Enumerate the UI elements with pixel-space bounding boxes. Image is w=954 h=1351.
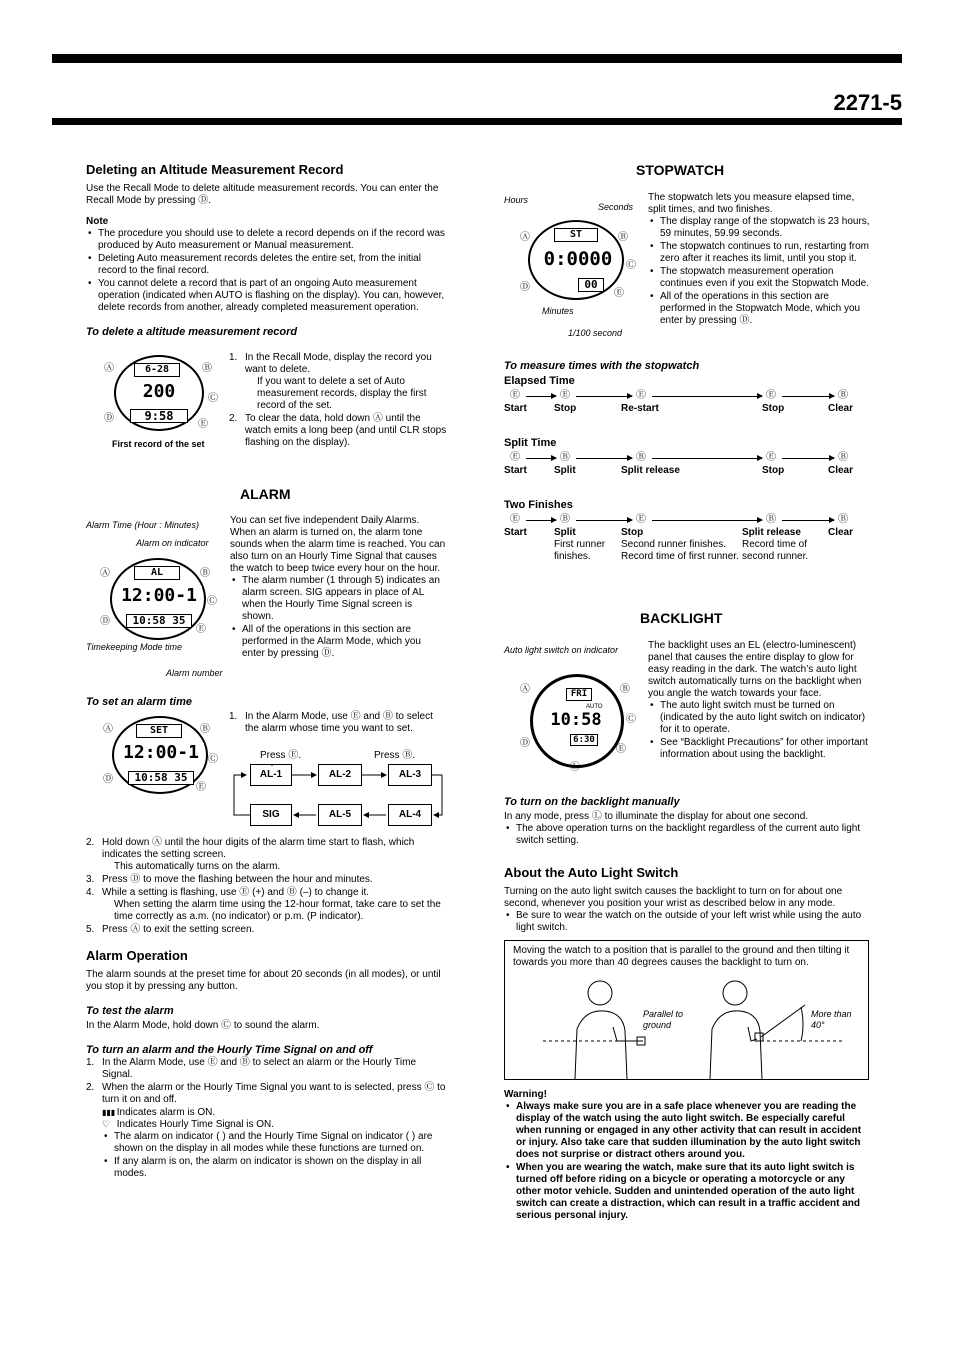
fig-label: Hours <box>504 195 529 205</box>
button-d-icon: Ⓓ <box>103 774 113 785</box>
button-a-icon: Ⓐ <box>103 724 113 735</box>
fig-label: Alarm number <box>166 668 223 678</box>
alarm-intro-text: You can set five independent Daily Alarms. When an alarm is turned on, the alarm tone sounds when the alarm time is reached. You can also turn on an Hourly Time Signal that causes the watch to beep twice every hour on the hour. <box>230 515 446 574</box>
watch-figure-stopwatch <box>504 192 644 342</box>
button-b-icon: Ⓑ <box>838 390 848 401</box>
flow-note: Record time of second runner. <box>742 539 809 562</box>
list-item: • Be sure to wear the watch on the outside of your left wrist while using the auto light switch. <box>504 910 864 934</box>
button-d-icon: Ⓓ <box>100 616 110 627</box>
flow-arrow <box>782 458 834 459</box>
list-item: • When you are wearing the watch, make sure that its auto light switch is turned off before riding on a bicycle or operating a motorcycle or any other motor vehicle. Sudden and unintended operation of the auto light switch can create a distraction, which can result in a traffic accident and serious personal injury. <box>504 1162 864 1222</box>
stopwatch-title: STOPWATCH <box>636 162 725 178</box>
note-list <box>86 228 446 314</box>
set-steps <box>86 837 446 937</box>
list-item: • If any alarm is on, the alarm on indicator is shown on the display in all modes. <box>102 1156 446 1180</box>
button-a-icon: Ⓐ <box>104 363 114 374</box>
flow-step: Start <box>504 465 527 476</box>
button-d-icon: Ⓓ <box>104 413 114 424</box>
button-b-icon: Ⓑ <box>766 514 776 525</box>
button-b-icon: Ⓑ <box>560 452 570 463</box>
step-text: 1. In the Alarm Mode, use Ⓔ and Ⓑ to select the alarm whose time you want to set. <box>229 711 447 735</box>
list-item: • The auto light switch must be turned on (indicated by the auto light switch on indicator) for it to operate. <box>648 700 870 736</box>
button-b-icon: Ⓑ <box>200 724 210 735</box>
list-item: • Always make sure you are in a safe place whenever you are reading the display of the watch using the auto light switch. Be especially careful when running or engaged in any other activity that can result in accident or injury. Also take care that sudden illumination by the auto light switch does not surprise or distract others around you. <box>504 1101 864 1161</box>
button-c-icon: Ⓒ <box>208 393 218 404</box>
measure-title: To measure times with the stopwatch <box>504 360 700 372</box>
flow-arrow <box>782 396 834 397</box>
button-a-icon: Ⓐ <box>520 684 530 695</box>
press-b-label: Press Ⓑ. <box>374 750 416 761</box>
cycle-box: AL-4 <box>388 804 432 826</box>
flow-step: Stop <box>621 527 644 538</box>
cycle-box: AL-2 <box>318 764 362 786</box>
button-e-icon: Ⓔ <box>616 744 626 755</box>
button-b-icon: Ⓑ <box>838 514 848 525</box>
list-item: • The alarm on indicator ( ) and the Hourly Time Signal on indicator ( ) are shown on the display in all modes while these functions are turned on. <box>102 1131 446 1155</box>
watch-top-display: ST <box>554 228 598 242</box>
warning-section <box>504 1089 864 1223</box>
auto-text: Turning on the auto light switch causes the backlight to turn on for about one second, whenever you position your wrist as described below in any mode. <box>504 885 843 909</box>
backlight-title: BACKLIGHT <box>640 610 723 626</box>
list-item: • You cannot delete a record that is part of an ongoing Auto measurement operation (indicated when AUTO is flashing on the display). You can, however, delete records from another, already completed measurement operation. <box>86 278 446 314</box>
flow-arrow <box>526 396 556 397</box>
button-e-icon: Ⓔ <box>560 390 570 401</box>
flow-note: Second runner finishes. Record time of first runner. <box>621 539 739 562</box>
note-label: Note <box>86 215 109 227</box>
flow-step: Clear <box>828 403 854 414</box>
delete-intro: Use the Recall Mode to delete altitude measurement records. You can enter the Recall Mode by pressing Ⓓ. <box>86 182 439 206</box>
delete-howto-title: To delete a altitude measurement record <box>86 325 298 338</box>
watch-bottom-display: 6:30 <box>570 734 598 746</box>
manual-title: To turn on the backlight manually <box>504 796 680 808</box>
list-item: • The display range of the stopwatch is 23 hours, 59 minutes, 59.99 seconds. <box>648 216 870 240</box>
button-e-icon: Ⓔ <box>510 514 520 525</box>
elapsed-flow <box>504 375 864 425</box>
watch-bottom-display: 9:58 <box>130 409 188 423</box>
flow-step: Split <box>554 527 576 538</box>
page-number: 2271-5 <box>833 90 902 115</box>
list-item: • The alarm number (1 through 5) indicates an alarm screen. SIG appears in place of AL when the Hourly Time Signal screen is shown. <box>230 575 446 623</box>
button-e-icon: Ⓔ <box>510 390 520 401</box>
fig-label: Auto light switch on indicator <box>504 645 619 655</box>
button-b-icon: Ⓑ <box>618 232 628 243</box>
button-a-icon: Ⓐ <box>100 568 110 579</box>
indicator-legend <box>86 1107 446 1131</box>
list-item: • The stopwatch measurement operation continues even if you exit the Stopwatch Mode. <box>648 266 870 290</box>
step-text: In the Recall Mode, display the record you want to delete. <box>245 352 432 375</box>
stopwatch-intro <box>648 192 870 328</box>
flow-step: Stop <box>762 403 785 414</box>
watch-figure-alarm <box>86 520 226 682</box>
watch-bottom-display: 10:58 35 <box>126 614 192 628</box>
auto-title: About the Auto Light Switch <box>504 865 679 881</box>
box-text: Moving the watch to a position that is parallel to the ground and then tilting it towards you more than 40 degrees causes the backlight to turn on. <box>513 945 850 968</box>
watch-bottom-display: 10:58 35 <box>128 771 194 785</box>
button-d-icon: Ⓓ <box>520 282 530 293</box>
list-item: If you want to delete a set of Auto measurement records, display the first record of the set. <box>257 376 427 411</box>
flow-step: Start <box>504 403 527 414</box>
watch-figure-recall <box>100 355 222 435</box>
flow-arrow <box>526 458 556 459</box>
watch-main-display: 10:58 <box>544 710 608 732</box>
button-b-icon: Ⓑ <box>838 452 848 463</box>
fig-label: Alarm Time (Hour : Minutes) <box>86 520 199 530</box>
step-text: 3. Press Ⓓ to move the flashing between the hour and minutes. <box>86 874 446 886</box>
button-c-icon: Ⓒ <box>208 754 218 765</box>
fig-label: 1/100 second <box>568 328 623 338</box>
watch-main-display: 0:0000 <box>540 248 616 272</box>
list-item: • The above operation turns on the backlight regardless of the current auto light switch setting. <box>504 823 864 847</box>
flow-arrow <box>652 396 762 397</box>
cycle-box: AL-1 <box>250 764 292 786</box>
manual-text: In any mode, press Ⓛ to illuminate the display for about one second. <box>504 811 809 823</box>
button-a-icon: Ⓐ <box>520 232 530 243</box>
step-text: While a setting is flashing, use Ⓔ (+) and Ⓑ (–) to change it. <box>102 887 370 898</box>
auto-indicator: AUTO <box>586 704 603 710</box>
watch-main-display: 12:00-1 <box>118 743 204 765</box>
flow-arrow <box>652 520 762 521</box>
auto-light-illustration <box>504 940 869 1080</box>
watch-bottom-display: 00 <box>578 278 604 292</box>
step-text: 2. To clear the data, hold down Ⓐ until the watch emits a long beep (and until CLR stops flashing on the display). <box>229 413 447 449</box>
flow-title: Split Time <box>504 437 557 449</box>
button-b-icon: Ⓑ <box>202 363 212 374</box>
alarm-on-icon: ▮▮▮ <box>102 1107 116 1117</box>
watch-top-display: FRI <box>566 688 592 701</box>
step-text: 1. In the Alarm Mode, use Ⓔ and Ⓑ to select an alarm or the Hourly Time Signal. <box>86 1057 446 1081</box>
watch-top-display: SET <box>136 724 182 738</box>
watch-top-display: 6-28 <box>134 363 180 377</box>
fig-label: Minutes <box>542 306 574 316</box>
bl-intro-text: The backlight uses an EL (electro-luminescent) panel that causes the entire display to glow for easy reading in the dark. The watch’s auto light switch automatically turns on the backlight when you angle the watch towards your face. <box>648 640 862 699</box>
flow-step: Split release <box>742 527 801 538</box>
test-text: In the Alarm Mode, hold down Ⓒ to sound the alarm. <box>86 1019 320 1031</box>
test-title: To test the alarm <box>86 1004 174 1017</box>
button-e-icon: Ⓔ <box>636 514 646 525</box>
warning-title: Warning! <box>504 1089 547 1100</box>
list-item: • All of the operations in this section are performed in the Stopwatch Mode, which you enter by pressing Ⓓ. <box>648 291 870 327</box>
set-step-1 <box>229 711 447 736</box>
button-b-icon: Ⓑ <box>560 514 570 525</box>
backlight-manual <box>504 796 864 935</box>
flow-title: Elapsed Time <box>504 375 575 387</box>
alarm-title: ALARM <box>240 486 291 502</box>
press-e-label: Press Ⓔ. <box>260 750 302 761</box>
alarm-intro <box>230 515 446 661</box>
step-text: Hold down Ⓐ until the hour digits of the alarm time start to flash, which indicates the setting screen. <box>102 837 415 860</box>
list-item: • See “Backlight Precautions” for other important information about using the backlight. <box>648 737 870 761</box>
two-finishes-flow <box>504 499 864 579</box>
flow-step: Clear <box>828 527 854 538</box>
list-item: • All of the operations in this section are performed in the Alarm Mode, which you enter by pressing Ⓓ. <box>230 624 446 660</box>
list-item: • The stopwatch continues to run, restarting from zero after it reaches its limit, until you stop it. <box>648 241 870 265</box>
flow-step: Clear <box>828 465 854 476</box>
header-rule <box>52 118 902 125</box>
cycle-box: AL-3 <box>388 764 432 786</box>
button-e-icon: Ⓔ <box>636 390 646 401</box>
list-item: • Deleting Auto measurement records deletes the entire set, from the initial record to the final record. <box>86 253 446 277</box>
legend-text: Indicates Hourly Time Signal is ON. <box>116 1118 275 1130</box>
list-item: This automatically turns on the alarm. <box>114 861 281 872</box>
set-alarm-title: To set an alarm time <box>86 696 192 708</box>
watch-figure-set <box>100 716 224 796</box>
flow-arrow <box>526 520 556 521</box>
watch-top-display: AL <box>134 566 180 580</box>
list-item: • The procedure you should use to delete a record depends on if the record was produced by Auto measurement or Manual measurement. <box>86 228 446 252</box>
cycle-box: AL-5 <box>318 804 362 826</box>
button-d-icon: Ⓓ <box>520 738 530 749</box>
flow-arrow <box>782 520 834 521</box>
sw-intro-text: The stopwatch lets you measure elapsed time, split times, and two finishes. <box>648 192 855 215</box>
fig-label: Timekeeping Mode time <box>86 642 182 652</box>
cycle-box: SIG <box>250 804 292 826</box>
flow-arrow <box>576 520 632 521</box>
watch-figure-backlight <box>504 644 648 774</box>
button-e-icon: Ⓔ <box>510 452 520 463</box>
watch-main-display: 12:00-1 <box>116 586 202 608</box>
button-b-icon: Ⓑ <box>636 452 646 463</box>
flow-note: First runner finishes. <box>554 539 606 562</box>
flow-title: Two Finishes <box>504 499 573 511</box>
step-text: 2. When the alarm or the Hourly Time Signal you want to is selected, press Ⓒ to turn it on and off. <box>86 1082 446 1106</box>
button-e-icon: Ⓔ <box>766 452 776 463</box>
delete-steps <box>229 352 447 450</box>
flow-step: Stop <box>554 403 577 414</box>
split-flow <box>504 437 864 487</box>
button-b-icon: Ⓑ <box>620 684 630 695</box>
button-e-icon: Ⓔ <box>766 390 776 401</box>
button-c-icon: Ⓒ <box>207 596 217 607</box>
flow-step: Start <box>504 527 527 538</box>
box-label: More than 40° <box>811 1009 852 1030</box>
button-e-icon: Ⓔ <box>196 782 206 793</box>
list-item: When setting the alarm time using the 12-hour format, take care to set the time correctly as a.m. (no indicator) or p.m. (P indicator). <box>114 899 441 922</box>
flow-step: Stop <box>762 465 785 476</box>
button-l-icon: Ⓛ <box>570 762 580 773</box>
fig-label: Seconds <box>598 202 634 212</box>
button-c-icon: Ⓒ <box>626 260 636 271</box>
button-e-icon: Ⓔ <box>196 624 206 635</box>
watch-caption: First record of the set <box>112 439 205 449</box>
backlight-intro <box>648 640 870 762</box>
flow-step: Split <box>554 465 576 476</box>
button-b-icon: Ⓑ <box>200 568 210 579</box>
flow-step: Re-start <box>621 403 659 414</box>
watch-main-display: 200 <box>124 382 194 404</box>
op-text: The alarm sounds at the preset time for about 20 seconds (in all modes), or until you stop it by pressing any button. <box>86 968 441 992</box>
legend-text: Indicates alarm is ON. <box>116 1106 216 1118</box>
flow-arrow <box>576 458 632 459</box>
button-c-icon: Ⓒ <box>626 714 636 725</box>
button-e-icon: Ⓔ <box>614 288 624 299</box>
flow-arrow <box>576 396 632 397</box>
top-rule <box>52 54 902 63</box>
toggle-title: To turn an alarm and the Hourly Time Signal on and off <box>86 1043 373 1056</box>
delete-title: Deleting an Altitude Measurement Record <box>86 162 344 177</box>
alarm-cycle-diagram <box>230 764 446 828</box>
flow-arrow <box>652 458 762 459</box>
step-text: 5. Press Ⓐ to exit the setting screen. <box>86 924 446 936</box>
delete-section <box>86 162 446 339</box>
button-e-icon: Ⓔ <box>198 419 208 430</box>
op-title: Alarm Operation <box>86 948 188 963</box>
flow-step: Split release <box>621 465 680 476</box>
fig-label: Alarm on indicator <box>136 538 209 548</box>
box-label: Parallel to ground <box>643 1009 684 1030</box>
bell-icon: ♡ <box>102 1118 111 1129</box>
alarm-operation <box>86 948 446 1181</box>
